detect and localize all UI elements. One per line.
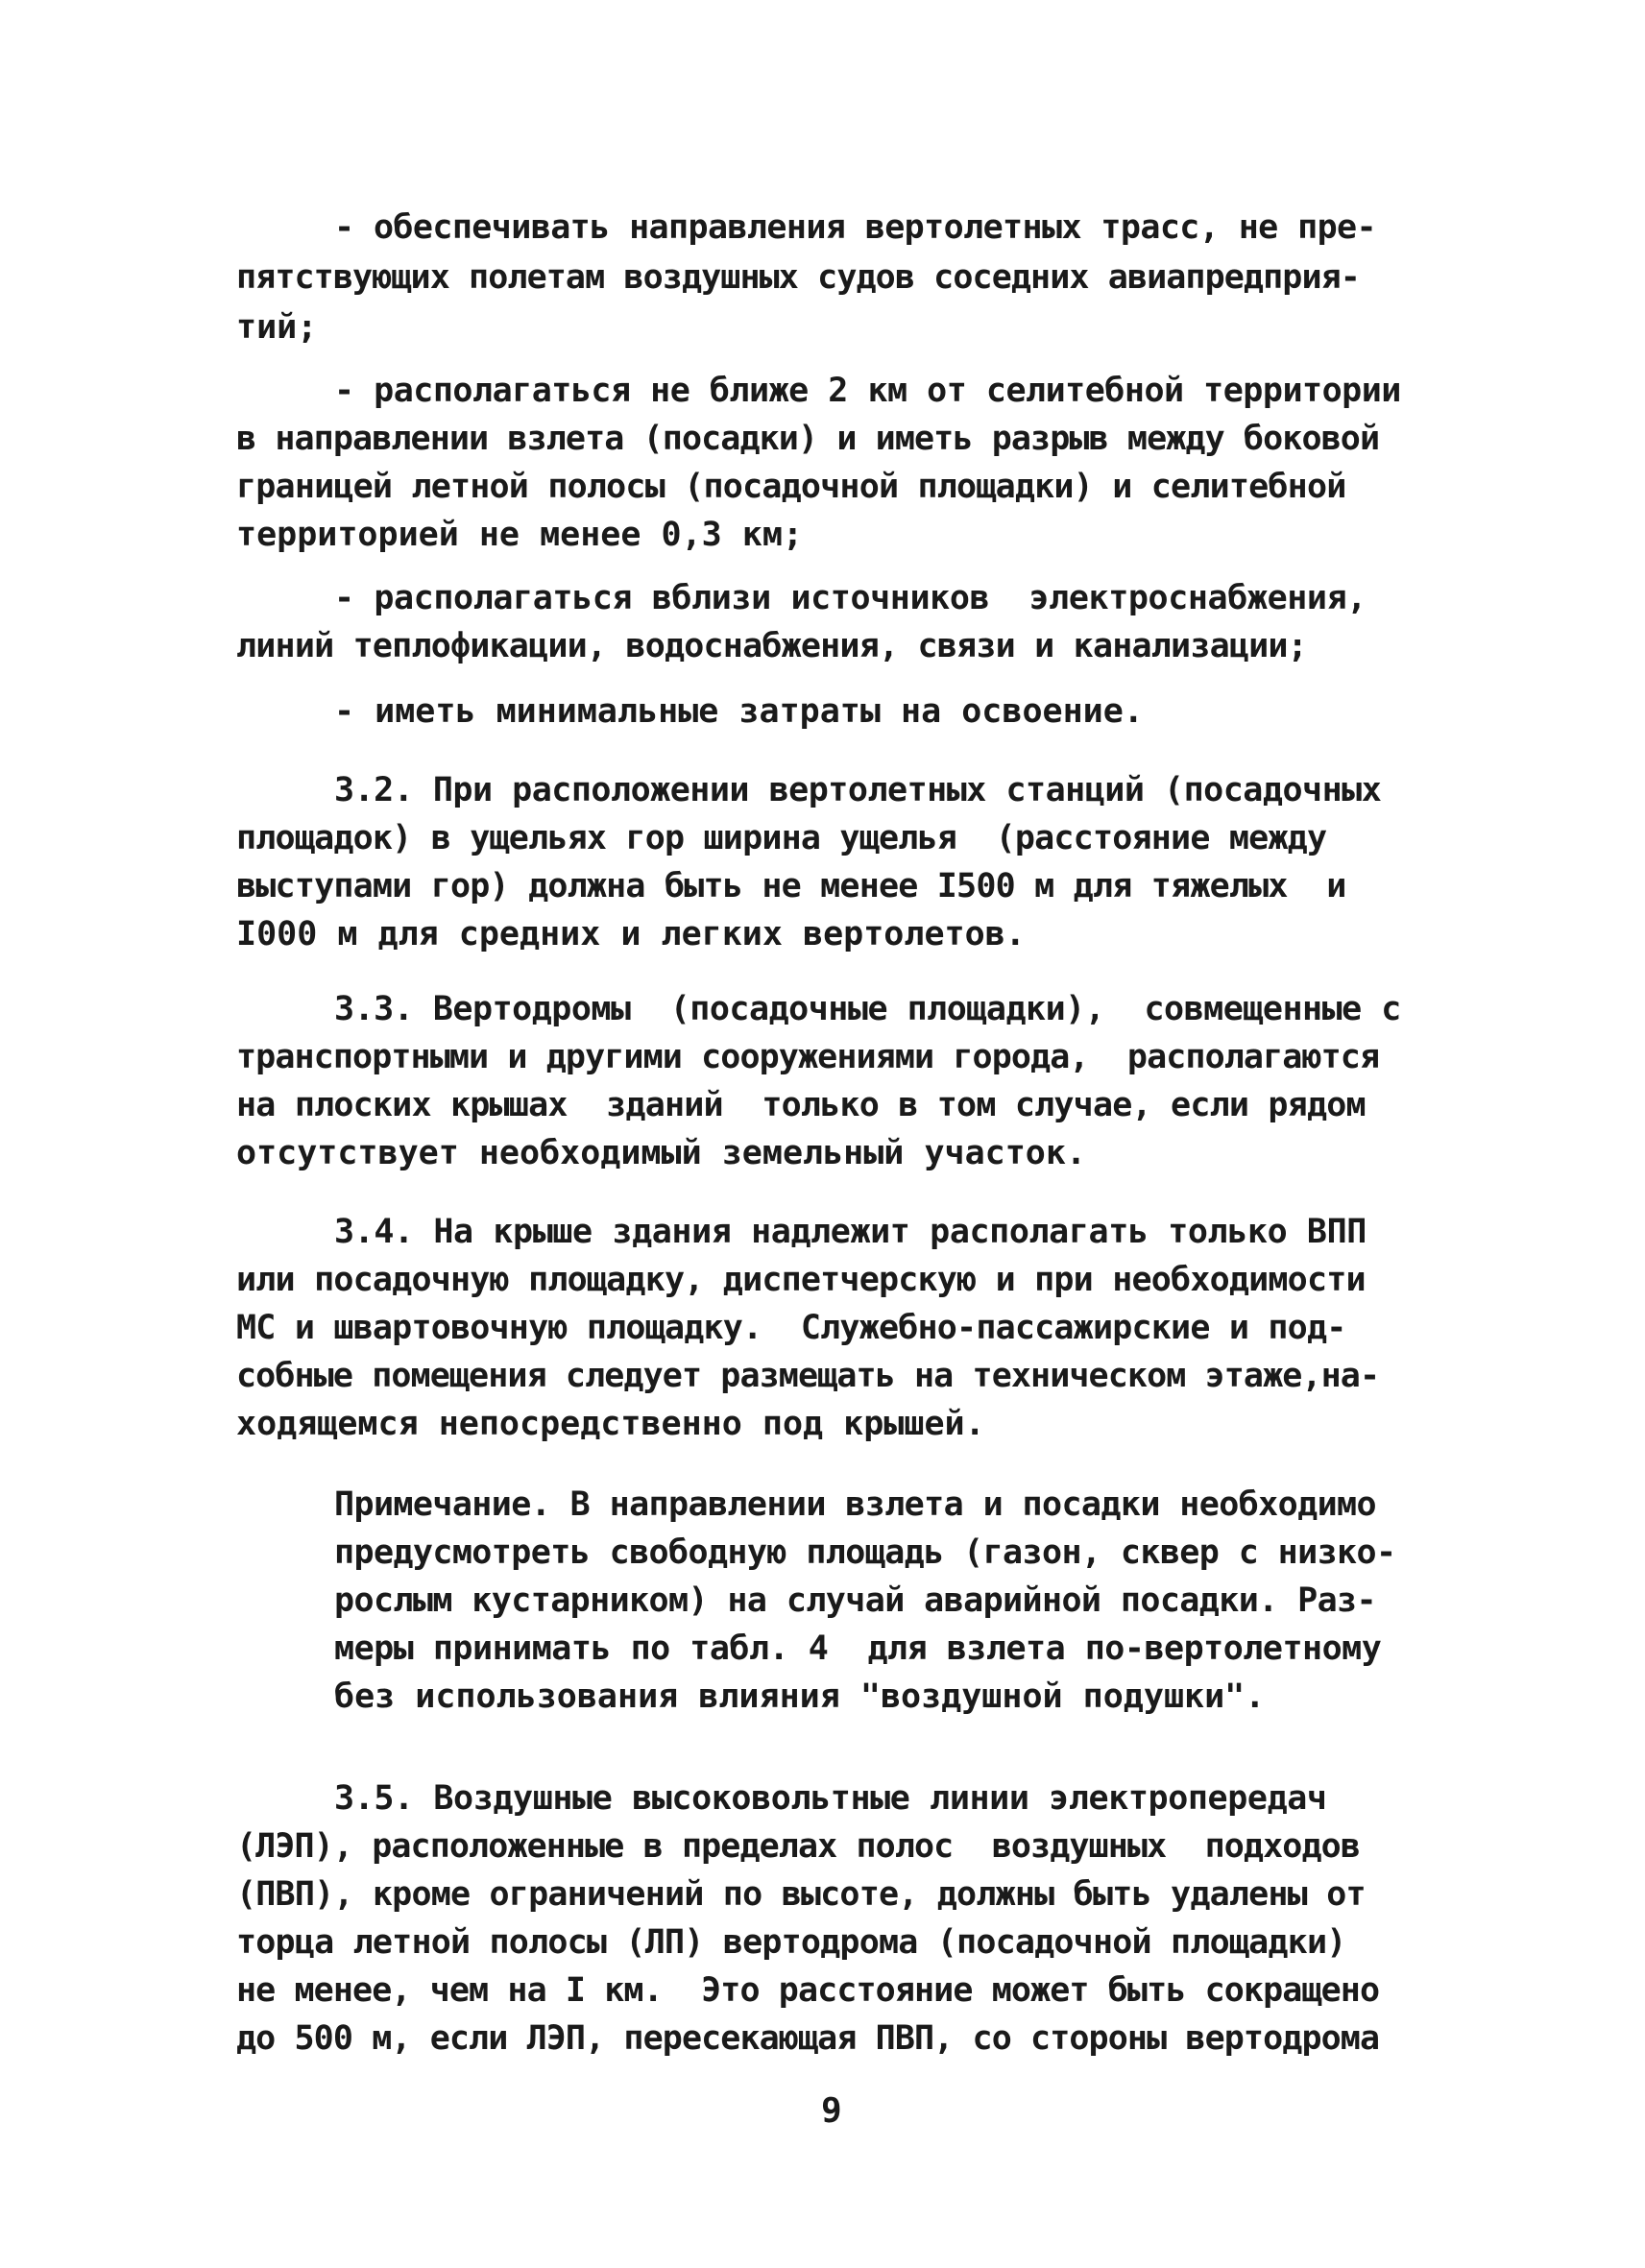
section-3-4-line: собные помещения следует размещать на техническом этаже,на- [236,1357,1380,1395]
section-3-2-line: площадок) в ущельях гор ширина ущелья (расстояние между [236,819,1327,857]
text-line: в направлении взлета (посадки) и иметь разрыв между боковой [236,420,1380,458]
text-line: тий; [236,308,318,347]
text-line: пятствующих полетам воздушных судов соседних авиапредприя- [236,258,1360,297]
section-3-2-line: 3.2. При расположении вертолетных станций (посадочных [334,771,1382,809]
section-3-4-line: 3.4. На крыше здания надлежит располагать только ВПП [334,1213,1367,1251]
note-line: предусмотреть свободную площадь (газон, сквер с низко- [334,1533,1396,1572]
section-3-2-line: I000 м для средних и легких вертолетов. [236,915,1026,953]
note-line: без использования влияния "воздушной подушки". [334,1677,1266,1716]
text-line: - располагаться вблизи источников электроснабжения, [334,579,1367,617]
text-line: границей летной полосы (посадочной площадки) и селитебной [236,468,1346,506]
section-3-2-line: выступами гор) должна быть не менее I500 м для тяжелых и [236,867,1346,905]
section-3-5-line: торца летной полосы (ЛП) вертодрома (посадочной площадки) [236,1923,1346,1962]
section-3-4-line: ходящемся непосредственно под крышей. [236,1405,985,1443]
text-line: - располагаться не ближе 2 км от селитебной территории [334,372,1401,410]
section-3-5-line: 3.5. Воздушные высоковольтные линии электропередач [334,1779,1327,1818]
section-3-5-line: не менее, чем на I км. Это расстояние может быть сокращено [236,1971,1380,2010]
section-3-5-line: (ПВП), кроме ограничений по высоте, должны быть удалены от [236,1875,1366,1914]
section-3-4-line: МС и швартовочную площадку. Служебно-пассажирские и под- [236,1309,1346,1347]
section-3-5-line: (ЛЭП), расположенные в пределах полос воздушных подходов [236,1827,1360,1866]
page-number: 9 [821,2091,842,2131]
text-line: линий теплофикации, водоснабжения, связи и канализации; [236,627,1307,665]
section-3-3-line: на плоских крышах зданий только в том случае, если рядом [236,1086,1366,1124]
text-line: - обеспечивать направления вертолетных трасс, не пре- [334,208,1377,247]
note-line: Примечание. В направлении взлета и посадки необходимо [334,1485,1377,1524]
text-line: территорией не менее 0,3 км; [236,516,804,554]
section-3-4-line: или посадочную площадку, диспетчерскую и при необходимости [236,1261,1366,1299]
section-3-5-line: до 500 м, если ЛЭП, пересекающая ПВП, со стороны вертодрома [236,2019,1380,2058]
text-line: - иметь минимальные затраты на освоение. [334,692,1144,731]
note-line: рослым кустарником) на случай аварийной посадки. Раз- [334,1581,1377,1620]
note-line: меры принимать по табл. 4 для взлета по-вертолетному [334,1629,1382,1668]
section-3-3-line: отсутствует необходимый земельный участок. [236,1134,1087,1172]
section-3-3-line: транспортными и другими сооружениями города, располагаются [236,1038,1380,1076]
section-3-3-line: 3.3. Вертодромы (посадочные площадки), совмещенные с [334,990,1401,1028]
